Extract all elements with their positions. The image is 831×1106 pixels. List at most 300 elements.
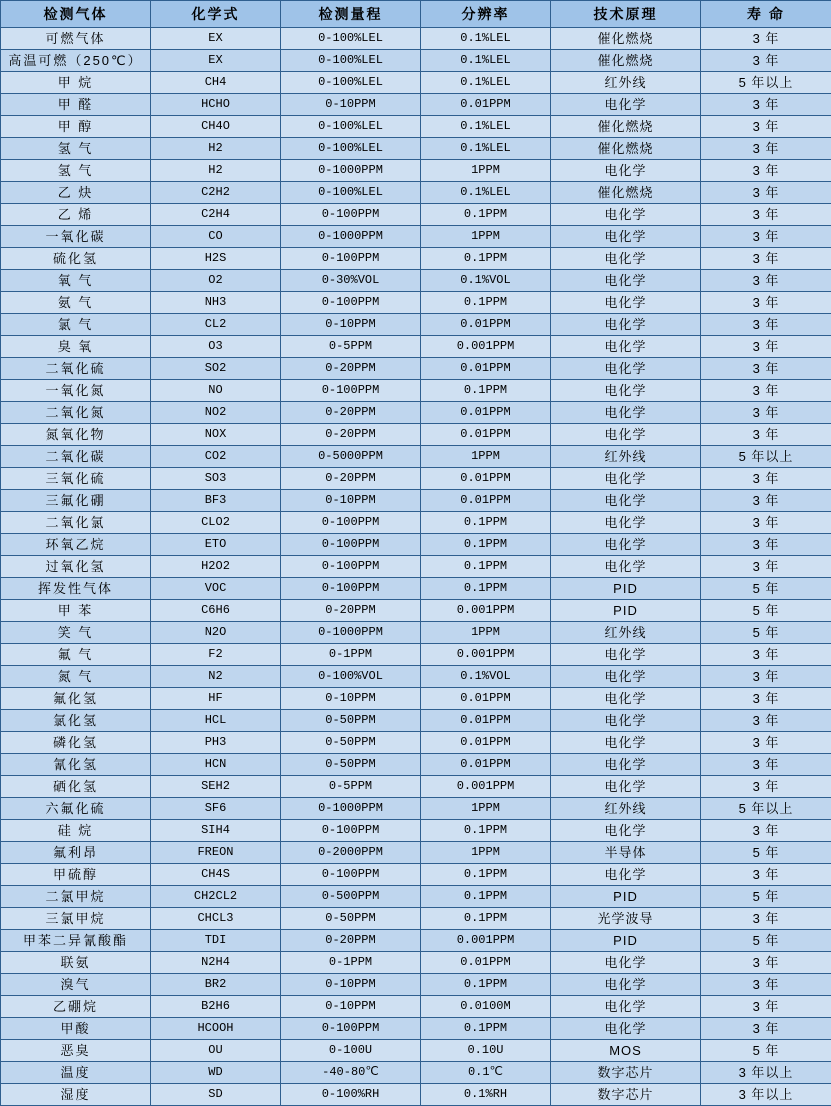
cell-principle: 电化学: [551, 226, 701, 248]
cell-gas: 氧 气: [1, 270, 151, 292]
table-row: [1, 94, 831, 116]
cell-range: 0-100%LEL: [281, 28, 421, 50]
cell-formula: B2H6: [151, 996, 281, 1018]
cell-gas: 氯化氢: [1, 710, 151, 732]
cell-range: 0-2000PPM: [281, 842, 421, 864]
cell-principle: 电化学: [551, 644, 701, 666]
cell-resolution: 0.1%RH: [421, 1084, 551, 1106]
cell-formula: NOX: [151, 424, 281, 446]
cell-resolution: 0.01PPM: [421, 688, 551, 710]
cell-lifetime: 3 年: [701, 160, 831, 182]
table-row: [1, 1084, 831, 1106]
cell-lifetime: 3 年: [701, 754, 831, 776]
cell-formula: HCOOH: [151, 1018, 281, 1040]
cell-resolution: 0.001PPM: [421, 644, 551, 666]
table-row: [1, 512, 831, 534]
cell-lifetime: 3 年: [701, 644, 831, 666]
cell-resolution: 0.10U: [421, 1040, 551, 1062]
column-header-range: 检测量程: [281, 1, 421, 28]
cell-lifetime: 3 年: [701, 358, 831, 380]
cell-principle: 电化学: [551, 996, 701, 1018]
cell-range: 0-100PPM: [281, 248, 421, 270]
cell-range: 0-50PPM: [281, 908, 421, 930]
cell-gas: 挥发性气体: [1, 578, 151, 600]
cell-range: 0-20PPM: [281, 358, 421, 380]
cell-range: 0-50PPM: [281, 732, 421, 754]
cell-principle: 红外线: [551, 798, 701, 820]
cell-gas: 二氯甲烷: [1, 886, 151, 908]
cell-lifetime: 5 年: [701, 622, 831, 644]
cell-range: 0-100PPM: [281, 204, 421, 226]
cell-gas: 硒化氢: [1, 776, 151, 798]
cell-lifetime: 3 年: [701, 270, 831, 292]
cell-resolution: 0.1PPM: [421, 512, 551, 534]
cell-gas: 臭 氧: [1, 336, 151, 358]
cell-resolution: 1PPM: [421, 798, 551, 820]
cell-gas: 氮氧化物: [1, 424, 151, 446]
cell-range: 0-1PPM: [281, 644, 421, 666]
cell-gas: 湿度: [1, 1084, 151, 1106]
table-row: [1, 622, 831, 644]
table-row: [1, 578, 831, 600]
table-row: [1, 974, 831, 996]
cell-gas: 甲 苯: [1, 600, 151, 622]
cell-gas: 硫化氢: [1, 248, 151, 270]
cell-principle: 光学波导: [551, 908, 701, 930]
cell-resolution: 0.01PPM: [421, 424, 551, 446]
cell-range: 0-100%LEL: [281, 182, 421, 204]
cell-principle: 电化学: [551, 952, 701, 974]
cell-principle: 红外线: [551, 72, 701, 94]
table-header: [1, 1, 831, 28]
cell-principle: 催化燃烧: [551, 138, 701, 160]
table-row: [1, 666, 831, 688]
cell-range: 0-1000PPM: [281, 798, 421, 820]
table-row: [1, 996, 831, 1018]
cell-formula: SF6: [151, 798, 281, 820]
table-row: [1, 930, 831, 952]
cell-principle: 电化学: [551, 358, 701, 380]
cell-gas: 温度: [1, 1062, 151, 1084]
cell-principle: 电化学: [551, 204, 701, 226]
cell-resolution: 0.1%LEL: [421, 50, 551, 72]
cell-formula: N2O: [151, 622, 281, 644]
cell-lifetime: 3 年: [701, 952, 831, 974]
cell-resolution: 0.1PPM: [421, 886, 551, 908]
cell-principle: 半导体: [551, 842, 701, 864]
cell-gas: 氟利昂: [1, 842, 151, 864]
cell-gas: 过氧化氢: [1, 556, 151, 578]
cell-resolution: 0.1%VOL: [421, 270, 551, 292]
cell-resolution: 0.1℃: [421, 1062, 551, 1084]
cell-formula: FREON: [151, 842, 281, 864]
cell-gas: 甲 烷: [1, 72, 151, 94]
table-row: [1, 50, 831, 72]
cell-resolution: 0.1PPM: [421, 248, 551, 270]
cell-resolution: 0.1PPM: [421, 820, 551, 842]
cell-lifetime: 3 年: [701, 864, 831, 886]
cell-resolution: 0.0100M: [421, 996, 551, 1018]
cell-formula: TDI: [151, 930, 281, 952]
table-row: [1, 160, 831, 182]
cell-gas: 二氧化氯: [1, 512, 151, 534]
cell-gas: 六氟化硫: [1, 798, 151, 820]
cell-principle: 电化学: [551, 512, 701, 534]
cell-gas: 溴气: [1, 974, 151, 996]
cell-formula: CLO2: [151, 512, 281, 534]
cell-principle: 电化学: [551, 1018, 701, 1040]
cell-gas: 甲酸: [1, 1018, 151, 1040]
table-row: [1, 336, 831, 358]
cell-principle: 红外线: [551, 446, 701, 468]
cell-formula: EX: [151, 50, 281, 72]
cell-resolution: 0.1%LEL: [421, 72, 551, 94]
table-row: [1, 842, 831, 864]
cell-formula: SD: [151, 1084, 281, 1106]
column-header-principle: 技术原理: [551, 1, 701, 28]
column-header-formula: 化学式: [151, 1, 281, 28]
cell-range: 0-1000PPM: [281, 622, 421, 644]
table-row: [1, 204, 831, 226]
cell-principle: 电化学: [551, 160, 701, 182]
cell-range: 0-20PPM: [281, 930, 421, 952]
cell-lifetime: 3 年: [701, 204, 831, 226]
cell-lifetime: 3 年: [701, 50, 831, 72]
cell-principle: PID: [551, 886, 701, 908]
cell-principle: 电化学: [551, 94, 701, 116]
cell-lifetime: 3 年: [701, 490, 831, 512]
cell-lifetime: 3 年以上: [701, 1062, 831, 1084]
cell-principle: 电化学: [551, 534, 701, 556]
cell-range: 0-5PPM: [281, 336, 421, 358]
cell-range: 0-100PPM: [281, 864, 421, 886]
table-row: [1, 1062, 831, 1084]
cell-gas: 乙 烯: [1, 204, 151, 226]
cell-resolution: 0.1PPM: [421, 204, 551, 226]
cell-principle: 电化学: [551, 314, 701, 336]
cell-lifetime: 3 年: [701, 776, 831, 798]
cell-gas: 甲 醇: [1, 116, 151, 138]
cell-resolution: 0.1PPM: [421, 974, 551, 996]
table-row: [1, 600, 831, 622]
cell-gas: 联氨: [1, 952, 151, 974]
cell-lifetime: 5 年: [701, 930, 831, 952]
table-row: [1, 864, 831, 886]
cell-formula: EX: [151, 28, 281, 50]
cell-principle: 电化学: [551, 974, 701, 996]
cell-formula: NO: [151, 380, 281, 402]
cell-resolution: 0.1%LEL: [421, 28, 551, 50]
table-row: [1, 534, 831, 556]
cell-range: 0-30%VOL: [281, 270, 421, 292]
cell-gas: 二氧化硫: [1, 358, 151, 380]
cell-resolution: 1PPM: [421, 446, 551, 468]
table-row: [1, 314, 831, 336]
cell-formula: SIH4: [151, 820, 281, 842]
cell-resolution: 0.1%LEL: [421, 116, 551, 138]
table-row: [1, 644, 831, 666]
cell-principle: 催化燃烧: [551, 182, 701, 204]
cell-formula: VOC: [151, 578, 281, 600]
column-header-gas: 检测气体: [1, 1, 151, 28]
cell-resolution: 0.001PPM: [421, 930, 551, 952]
cell-formula: CHCL3: [151, 908, 281, 930]
cell-lifetime: 3 年: [701, 116, 831, 138]
table-row: [1, 182, 831, 204]
table-row: [1, 732, 831, 754]
table-row: [1, 116, 831, 138]
cell-lifetime: 3 年: [701, 534, 831, 556]
cell-range: 0-10PPM: [281, 996, 421, 1018]
cell-formula: C2H2: [151, 182, 281, 204]
cell-resolution: 0.1PPM: [421, 908, 551, 930]
cell-gas: 硅 烷: [1, 820, 151, 842]
cell-gas: 二氧化氮: [1, 402, 151, 424]
cell-lifetime: 3 年: [701, 820, 831, 842]
table-row: [1, 710, 831, 732]
cell-range: 0-10PPM: [281, 314, 421, 336]
cell-principle: 电化学: [551, 424, 701, 446]
cell-gas: 甲苯二异氰酸酯: [1, 930, 151, 952]
cell-lifetime: 3 年: [701, 710, 831, 732]
cell-principle: 催化燃烧: [551, 50, 701, 72]
cell-gas: 氨 气: [1, 292, 151, 314]
cell-lifetime: 3 年: [701, 424, 831, 446]
cell-range: 0-100PPM: [281, 380, 421, 402]
cell-gas: 二氧化碳: [1, 446, 151, 468]
cell-resolution: 0.01PPM: [421, 358, 551, 380]
cell-range: 0-100%LEL: [281, 116, 421, 138]
cell-gas: 甲 醛: [1, 94, 151, 116]
cell-range: 0-100U: [281, 1040, 421, 1062]
cell-gas: 氯 气: [1, 314, 151, 336]
cell-lifetime: 3 年以上: [701, 1084, 831, 1106]
table-row: [1, 270, 831, 292]
cell-principle: 电化学: [551, 556, 701, 578]
cell-range: 0-20PPM: [281, 600, 421, 622]
table-row: [1, 380, 831, 402]
cell-principle: 电化学: [551, 710, 701, 732]
cell-resolution: 0.01PPM: [421, 468, 551, 490]
cell-formula: OU: [151, 1040, 281, 1062]
cell-gas: 氢 气: [1, 138, 151, 160]
cell-range: 0-1000PPM: [281, 226, 421, 248]
cell-formula: SEH2: [151, 776, 281, 798]
cell-resolution: 0.1%LEL: [421, 138, 551, 160]
cell-range: 0-100PPM: [281, 820, 421, 842]
cell-range: 0-10PPM: [281, 490, 421, 512]
table-row: [1, 446, 831, 468]
cell-formula: CH4S: [151, 864, 281, 886]
cell-lifetime: 3 年: [701, 182, 831, 204]
cell-principle: 电化学: [551, 248, 701, 270]
cell-lifetime: 3 年: [701, 996, 831, 1018]
cell-formula: NO2: [151, 402, 281, 424]
cell-range: 0-10PPM: [281, 974, 421, 996]
cell-principle: 催化燃烧: [551, 28, 701, 50]
cell-resolution: 0.001PPM: [421, 776, 551, 798]
cell-resolution: 0.01PPM: [421, 402, 551, 424]
cell-principle: PID: [551, 600, 701, 622]
cell-principle: 电化学: [551, 270, 701, 292]
cell-principle: 电化学: [551, 468, 701, 490]
cell-principle: 数字芯片: [551, 1062, 701, 1084]
cell-lifetime: 5 年: [701, 842, 831, 864]
cell-lifetime: 3 年: [701, 380, 831, 402]
table-row: [1, 292, 831, 314]
cell-gas: 氟 气: [1, 644, 151, 666]
cell-range: 0-10PPM: [281, 94, 421, 116]
cell-formula: CO2: [151, 446, 281, 468]
cell-formula: CH2CL2: [151, 886, 281, 908]
cell-gas: 氢 气: [1, 160, 151, 182]
cell-principle: 电化学: [551, 336, 701, 358]
cell-lifetime: 5 年: [701, 1040, 831, 1062]
cell-formula: NH3: [151, 292, 281, 314]
table-row: [1, 1040, 831, 1062]
cell-principle: 电化学: [551, 820, 701, 842]
cell-lifetime: 3 年: [701, 292, 831, 314]
table-row: [1, 952, 831, 974]
cell-lifetime: 3 年: [701, 688, 831, 710]
cell-resolution: 1PPM: [421, 160, 551, 182]
cell-formula: H2O2: [151, 556, 281, 578]
cell-resolution: 0.1PPM: [421, 534, 551, 556]
table-row: [1, 798, 831, 820]
column-header-resolution: 分辨率: [421, 1, 551, 28]
cell-lifetime: 3 年: [701, 512, 831, 534]
cell-range: 0-20PPM: [281, 402, 421, 424]
cell-formula: H2: [151, 138, 281, 160]
cell-formula: WD: [151, 1062, 281, 1084]
cell-formula: ETO: [151, 534, 281, 556]
cell-resolution: 0.1%LEL: [421, 182, 551, 204]
cell-resolution: 0.1PPM: [421, 578, 551, 600]
cell-resolution: 0.01PPM: [421, 952, 551, 974]
cell-principle: PID: [551, 578, 701, 600]
cell-lifetime: 3 年: [701, 248, 831, 270]
cell-formula: HCL: [151, 710, 281, 732]
cell-principle: 电化学: [551, 490, 701, 512]
cell-range: 0-100PPM: [281, 1018, 421, 1040]
cell-formula: N2: [151, 666, 281, 688]
cell-lifetime: 3 年: [701, 226, 831, 248]
cell-lifetime: 3 年: [701, 908, 831, 930]
table-row: [1, 688, 831, 710]
cell-gas: 氟化氢: [1, 688, 151, 710]
cell-lifetime: 3 年: [701, 138, 831, 160]
cell-principle: 红外线: [551, 622, 701, 644]
cell-lifetime: 3 年: [701, 732, 831, 754]
cell-formula: HCHO: [151, 94, 281, 116]
cell-resolution: 0.1PPM: [421, 556, 551, 578]
cell-gas: 三氯甲烷: [1, 908, 151, 930]
cell-formula: CH4O: [151, 116, 281, 138]
cell-formula: F2: [151, 644, 281, 666]
cell-formula: SO2: [151, 358, 281, 380]
table-row: [1, 468, 831, 490]
table-row: [1, 556, 831, 578]
column-header-lifetime: 寿 命: [701, 1, 831, 28]
cell-principle: 电化学: [551, 380, 701, 402]
cell-gas: 磷化氢: [1, 732, 151, 754]
cell-range: 0-100%LEL: [281, 138, 421, 160]
cell-resolution: 0.01PPM: [421, 94, 551, 116]
cell-principle: MOS: [551, 1040, 701, 1062]
table-row: [1, 490, 831, 512]
cell-gas: 一氧化碳: [1, 226, 151, 248]
cell-resolution: 0.001PPM: [421, 600, 551, 622]
table-row: [1, 402, 831, 424]
cell-principle: 电化学: [551, 402, 701, 424]
cell-resolution: 0.01PPM: [421, 314, 551, 336]
cell-lifetime: 3 年: [701, 556, 831, 578]
cell-principle: 电化学: [551, 688, 701, 710]
cell-range: 0-100%RH: [281, 1084, 421, 1106]
cell-principle: PID: [551, 930, 701, 952]
table-row: [1, 138, 831, 160]
cell-lifetime: 5 年以上: [701, 446, 831, 468]
cell-lifetime: 5 年以上: [701, 72, 831, 94]
cell-lifetime: 5 年: [701, 600, 831, 622]
cell-resolution: 1PPM: [421, 622, 551, 644]
table-row: [1, 358, 831, 380]
cell-lifetime: 5 年: [701, 886, 831, 908]
cell-principle: 电化学: [551, 776, 701, 798]
cell-resolution: 0.1PPM: [421, 292, 551, 314]
cell-range: 0-500PPM: [281, 886, 421, 908]
cell-range: 0-100PPM: [281, 534, 421, 556]
cell-lifetime: 5 年: [701, 578, 831, 600]
cell-formula: PH3: [151, 732, 281, 754]
cell-resolution: 0.01PPM: [421, 754, 551, 776]
table-row: [1, 776, 831, 798]
cell-range: 0-100PPM: [281, 292, 421, 314]
table-row: [1, 1018, 831, 1040]
cell-principle: 电化学: [551, 666, 701, 688]
cell-resolution: 0.01PPM: [421, 732, 551, 754]
cell-resolution: 0.1%VOL: [421, 666, 551, 688]
cell-range: 0-5PPM: [281, 776, 421, 798]
cell-gas: 乙 炔: [1, 182, 151, 204]
cell-gas: 氮 气: [1, 666, 151, 688]
cell-formula: BR2: [151, 974, 281, 996]
cell-range: 0-10PPM: [281, 688, 421, 710]
cell-lifetime: 3 年: [701, 314, 831, 336]
cell-gas: 环氧乙烷: [1, 534, 151, 556]
cell-range: 0-100PPM: [281, 556, 421, 578]
cell-gas: 笑 气: [1, 622, 151, 644]
cell-principle: 电化学: [551, 732, 701, 754]
cell-range: -40-80℃: [281, 1062, 421, 1084]
table-row: [1, 424, 831, 446]
cell-resolution: 0.1PPM: [421, 380, 551, 402]
cell-formula: HF: [151, 688, 281, 710]
cell-gas: 一氧化氮: [1, 380, 151, 402]
cell-range: 0-50PPM: [281, 710, 421, 732]
cell-formula: O3: [151, 336, 281, 358]
cell-lifetime: 5 年以上: [701, 798, 831, 820]
cell-gas: 乙硼烷: [1, 996, 151, 1018]
cell-gas: 可燃气体: [1, 28, 151, 50]
cell-range: 0-20PPM: [281, 468, 421, 490]
cell-lifetime: 3 年: [701, 402, 831, 424]
cell-formula: N2H4: [151, 952, 281, 974]
cell-range: 0-100%LEL: [281, 72, 421, 94]
cell-formula: HCN: [151, 754, 281, 776]
cell-range: 0-1000PPM: [281, 160, 421, 182]
cell-range: 0-100PPM: [281, 512, 421, 534]
